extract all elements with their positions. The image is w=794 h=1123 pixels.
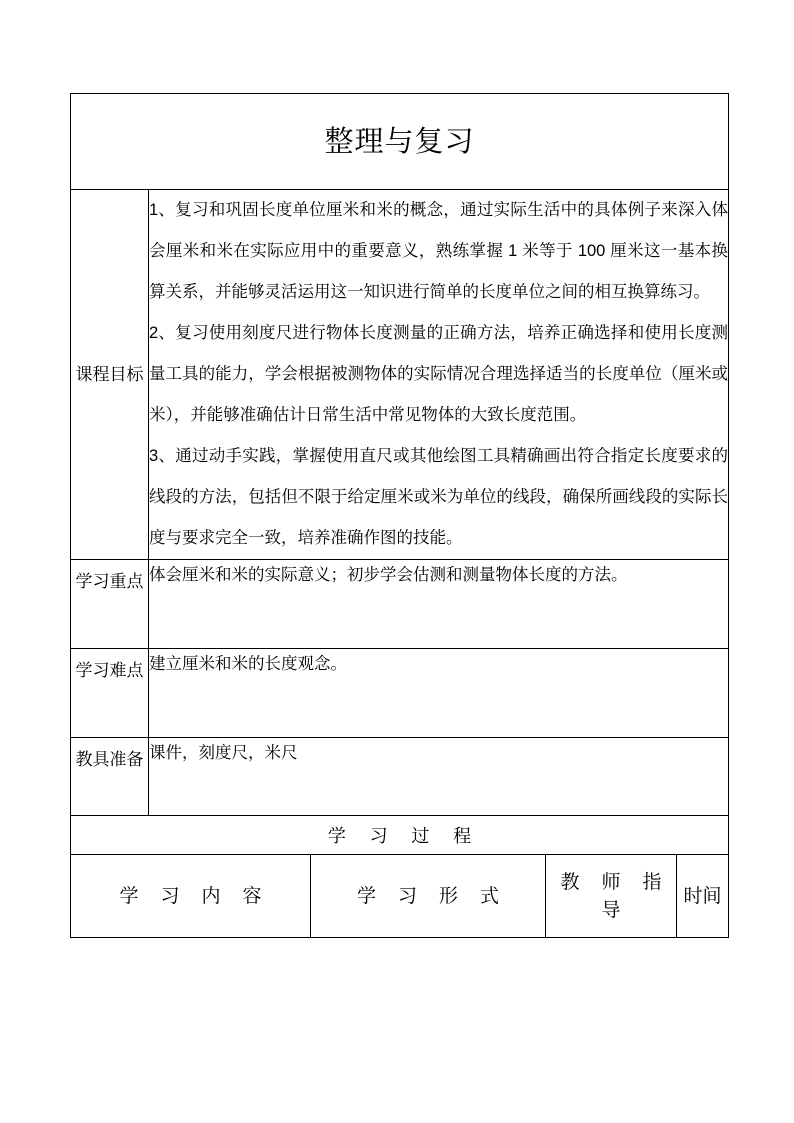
key-point-label: 学习重点 [75, 572, 144, 591]
objective-item-1: 1、复习和巩固长度单位厘米和米的概念，通过实际生活中的具体例子来深入体会厘米和米在实际应用中的重要意义，熟练掌握 1 米等于 100 厘米这一基本换算关系，并能够灵活运用这一知识进行简单的长度单位之间的相互换算练习。 [149, 201, 728, 301]
difficulty-content-cell [149, 649, 729, 738]
column-header-guidance-label: 教 师 指 导 [560, 870, 670, 921]
title-row [71, 94, 729, 190]
key-point-row [71, 560, 729, 649]
objective-item-2: 2、复习使用刻度尺进行物体长度测量的正确方法，培养正确选择和使用长度测量工具的能力，学会根据被测物体的实际情况合理选择适当的长度单位（厘米或米），并能够准确估计日常生活中常见物体的大致长度范围。 [149, 324, 728, 424]
materials-value: 课件，刻度尺，米尺 [149, 744, 298, 762]
difficulty-label-cell [71, 649, 149, 738]
objectives-label-cell [71, 190, 149, 560]
key-point-value: 体会厘米和米的实际意义；初步学会估测和测量物体长度的方法。 [149, 566, 628, 584]
process-banner-row [71, 816, 729, 855]
lesson-plan-sheet [70, 93, 728, 938]
difficulty-value: 建立厘米和米的长度观念。 [149, 655, 347, 673]
key-point-content-cell [149, 560, 729, 649]
difficulty-row [71, 649, 729, 738]
column-header-content-label: 学 习 内 容 [119, 884, 270, 907]
objective-item-3: 3、通过动手实践，掌握使用直尺或其他绘图工具精确画出符合指定长度要求的线段的方法，包括但不限于给定厘米或米为单位的线段，确保所画线段的实际长度与要求完全一致，培养准确作图的技能。 [149, 447, 728, 547]
lesson-plan-table [70, 93, 729, 938]
process-banner-label: 学 习 过 程 [327, 826, 481, 847]
materials-label: 教具准备 [75, 750, 144, 769]
document-title-cell [71, 94, 729, 190]
page-title: 整理与复习 [324, 124, 475, 159]
key-point-label-cell [71, 560, 149, 649]
column-header-guidance [546, 855, 677, 938]
column-header-time [677, 855, 729, 938]
column-header-time-label: 时间 [683, 885, 722, 907]
objectives-label: 课程目标 [75, 364, 144, 384]
column-header-content [71, 855, 311, 938]
objectives-row [71, 190, 729, 560]
objectives-content-cell [149, 190, 729, 560]
difficulty-label: 学习难点 [75, 661, 144, 680]
process-banner-cell [71, 816, 729, 855]
materials-row [71, 738, 729, 816]
materials-label-cell [71, 738, 149, 816]
process-header-row [71, 855, 729, 938]
column-header-form-label: 学 习 形 式 [356, 884, 508, 907]
materials-content-cell [149, 738, 729, 816]
column-header-form [311, 855, 546, 938]
